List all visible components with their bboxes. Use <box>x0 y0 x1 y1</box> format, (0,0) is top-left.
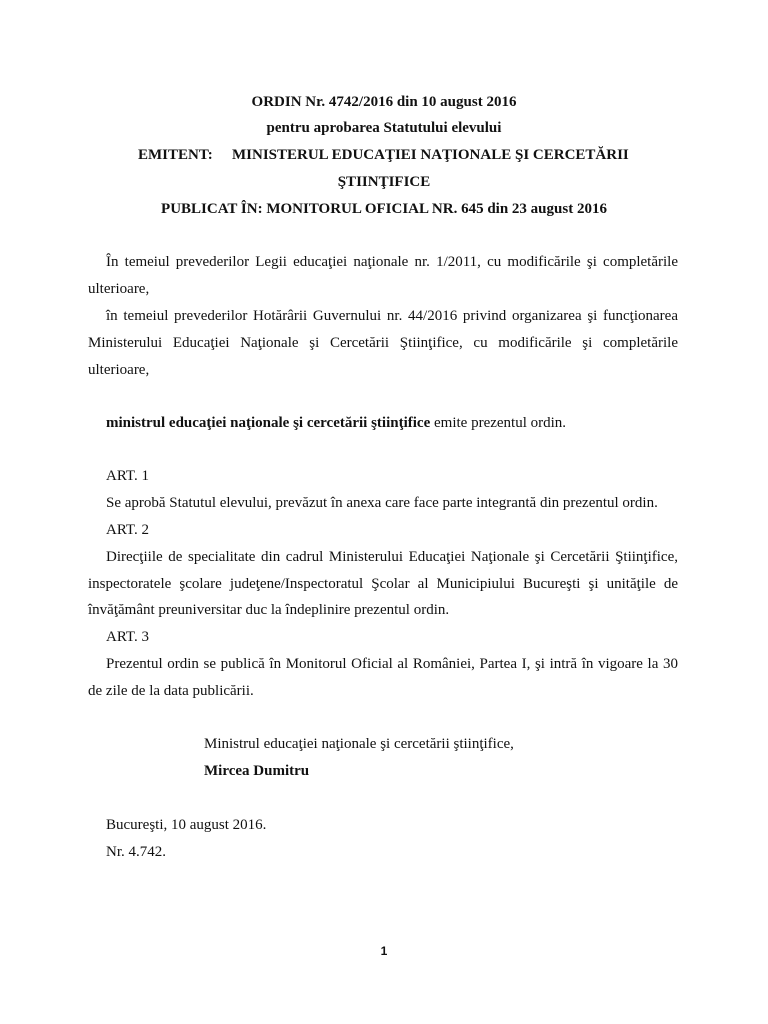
page-number: 1 <box>380 944 388 958</box>
issuer-name-line2: ŞTIINŢIFICE <box>337 174 431 190</box>
art2-line1: Direcţiile de specialitate din cadrul Ministerului Educaţiei Naţionale şi Cercetării Ştiinţifice, <box>106 549 678 565</box>
order-subtitle: pentru aprobarea Statutului elevului <box>266 120 502 136</box>
preamble-p1-line1: În temeiul prevederilor Legii educaţiei naţionale nr. 1/2011, cu modificările şi completările <box>106 254 678 270</box>
preamble-p2-line2: Ministerului Educaţiei Naţionale şi Cercetării Ştiinţifice, cu modificările şi completările <box>88 335 678 351</box>
art3-line1: Prezentul ordin se publică în Monitorul Oficial al României, Partea I, şi intră în vigoare la 30 <box>106 656 678 672</box>
order-title: ORDIN Nr. 4742/2016 din 10 august 2016 <box>251 94 517 110</box>
art2-heading: ART. 2 <box>106 522 149 538</box>
preamble-p2-line1: în temeiul prevederilor Hotărârii Guvernului nr. 44/2016 privind organizarea şi funcţionarea <box>106 308 678 324</box>
minister-clause <box>106 414 566 432</box>
preamble-p1-line2: ulterioare, <box>88 281 150 297</box>
signature-role: Ministrul educaţiei naţionale şi cercetării ştiinţifice, <box>204 736 514 752</box>
preamble-p2-line3: ulterioare, <box>88 362 150 378</box>
publication-info: PUBLICAT ÎN: MONITORUL OFICIAL NR. 645 din 23 august 2016 <box>161 201 607 217</box>
minister-clause-bold: ministrul educaţiei naţionale şi cercetării ştiinţifice <box>106 415 431 431</box>
minister-clause-rest: emite prezentul ordin. <box>430 415 567 431</box>
order-number: Nr. 4.742. <box>106 844 166 860</box>
art3-heading: ART. 3 <box>106 629 149 645</box>
art3-line2: de zile de la data publicării. <box>88 683 254 699</box>
art1-text: Se aprobă Statutul elevului, prevăzut în anexa care face parte integrantă din prezentul ordin. <box>106 495 658 511</box>
art1-heading: ART. 1 <box>106 468 149 484</box>
issuer-label: EMITENT: <box>138 147 213 163</box>
issuer-name-line1: MINISTERUL EDUCAŢIEI NAŢIONALE ŞI CERCETĂRII <box>232 147 629 163</box>
art2-line3: învăţământ preuniversitar duc la îndeplinire prezentul ordin. <box>88 602 450 618</box>
signature-name: Mircea Dumitru <box>204 763 310 779</box>
art2-line2: inspectoratele şcolare judeţene/Inspectoratul Şcolar al Municipiului Bucureşti şi unităţile de <box>88 576 678 592</box>
place-date: Bucureşti, 10 august 2016. <box>106 817 267 833</box>
